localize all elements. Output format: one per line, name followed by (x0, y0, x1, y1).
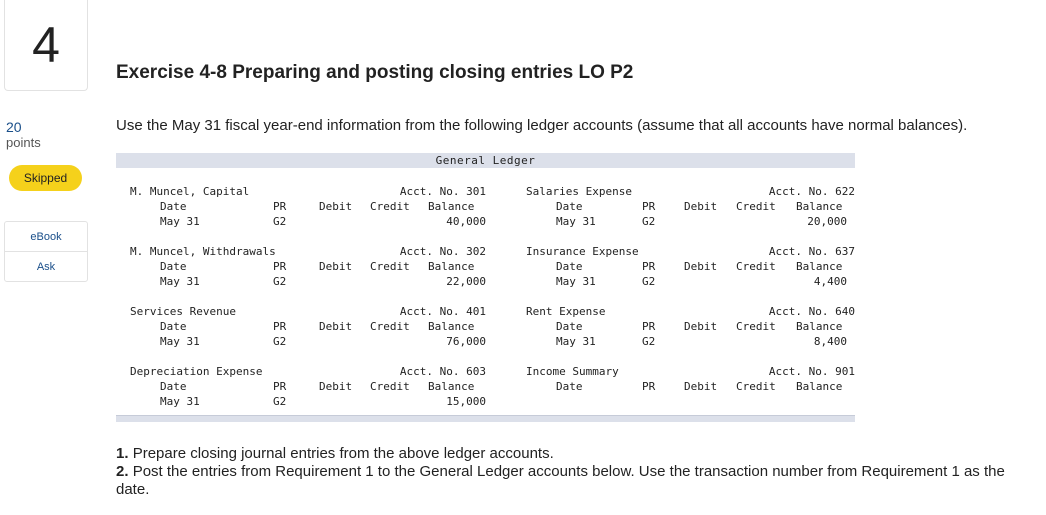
ledger-account (512, 304, 855, 360)
account-number: Acct. No. 901 (768, 365, 855, 378)
account-name: Income Summary (526, 365, 619, 378)
side-links-panel (4, 221, 88, 282)
entry-pr: G2 (273, 275, 287, 288)
col-credit: Credit (736, 380, 776, 393)
skipped-badge: Skipped (9, 165, 82, 191)
col-date: Date (160, 200, 187, 213)
col-pr: PR (273, 320, 287, 333)
account-name: M. Muncel, Capital (130, 185, 250, 198)
entry-date: May 31 (556, 215, 596, 228)
col-pr: PR (642, 260, 656, 273)
account-number: Acct. No. 622 (768, 185, 855, 198)
col-pr: PR (642, 320, 656, 333)
ledger-account (512, 184, 855, 240)
col-balance: Balance (428, 260, 475, 273)
col-date: Date (556, 260, 583, 273)
question-number: 4 (4, 0, 88, 91)
col-credit: Credit (370, 260, 410, 273)
col-pr: PR (273, 380, 287, 393)
ledger-bottom-bar (116, 415, 855, 422)
col-date: Date (556, 320, 583, 333)
ebook-link[interactable]: eBook (30, 230, 62, 243)
col-credit: Credit (370, 380, 410, 393)
col-credit: Credit (736, 200, 776, 213)
col-pr: PR (642, 200, 656, 213)
entry-balance: 40,000 (446, 215, 486, 228)
entry-date: May 31 (556, 335, 596, 348)
entry-pr: G2 (642, 275, 656, 288)
points-block (6, 119, 41, 151)
ask-link[interactable]: Ask (5, 251, 87, 281)
entry-balance: 8,400 (813, 335, 847, 348)
instruction-item (116, 445, 1042, 463)
account-number: Acct. No. 401 (399, 305, 486, 318)
entry-date: May 31 (160, 215, 200, 228)
entry-date: May 31 (160, 335, 200, 348)
entry-date: May 31 (160, 275, 200, 288)
account-name: Salaries Expense (526, 185, 632, 198)
col-credit: Credit (736, 320, 776, 333)
col-date: Date (160, 320, 187, 333)
col-pr: PR (273, 260, 287, 273)
col-debit: Debit (319, 200, 353, 213)
ledger-account (116, 364, 496, 420)
entry-pr: G2 (642, 335, 656, 348)
col-balance: Balance (428, 320, 475, 333)
entry-pr: G2 (642, 215, 656, 228)
ledger-account (512, 364, 855, 420)
col-balance: Balance (796, 380, 843, 393)
account-number: Acct. No. 603 (399, 365, 486, 378)
col-date: Date (556, 200, 583, 213)
col-balance: Balance (428, 200, 475, 213)
entry-balance: 76,000 (446, 335, 486, 348)
exercise-title: Exercise 4-8 Preparing and posting closing entries LO P2 (116, 62, 634, 83)
col-debit: Debit (684, 200, 718, 213)
col-balance: Balance (428, 380, 475, 393)
instruction-number: 2. (116, 463, 129, 480)
col-date: Date (160, 260, 187, 273)
general-ledger-heading: General Ledger (116, 153, 855, 168)
ledger-account (116, 304, 496, 360)
entry-pr: G2 (273, 335, 287, 348)
entry-date: May 31 (160, 395, 200, 408)
account-name: Rent Expense (526, 305, 606, 318)
entry-balance: 15,000 (446, 395, 486, 408)
entry-pr: G2 (273, 215, 287, 228)
col-date: Date (160, 380, 187, 393)
col-pr: PR (273, 200, 287, 213)
general-ledger (116, 153, 855, 421)
col-credit: Credit (370, 200, 410, 213)
entry-pr: G2 (273, 395, 287, 408)
col-balance: Balance (796, 320, 843, 333)
account-name: M. Muncel, Withdrawals (130, 245, 276, 258)
entry-balance: 22,000 (446, 275, 486, 288)
points-value: 20 (6, 119, 22, 135)
entry-balance: 4,400 (813, 275, 847, 288)
instruction-item (116, 463, 1042, 499)
col-debit: Debit (319, 380, 353, 393)
ledger-account (116, 244, 496, 300)
col-pr: PR (642, 380, 656, 393)
instruction-text: Prepare closing journal entries from the above ledger accounts. (132, 445, 554, 462)
entry-balance: 20,000 (807, 215, 847, 228)
intro-text: Use the May 31 fiscal year-end information from the following ledger accounts (assume that all accounts have normal balances). (116, 117, 968, 134)
account-name: Insurance Expense (526, 245, 639, 258)
ledger-account (512, 244, 855, 300)
col-date: Date (556, 380, 583, 393)
col-debit: Debit (684, 380, 718, 393)
col-debit: Debit (319, 320, 353, 333)
instruction-number: 1. (116, 445, 129, 462)
points-label: points (6, 135, 41, 150)
account-number: Acct. No. 637 (768, 245, 855, 258)
col-balance: Balance (796, 260, 843, 273)
account-name: Depreciation Expense (130, 365, 263, 378)
col-credit: Credit (370, 320, 410, 333)
col-credit: Credit (736, 260, 776, 273)
instruction-text: Post the entries from Requirement 1 to the General Ledger accounts below. Use the transaction number from Requirement 1 as the date. (116, 463, 1005, 498)
ledger-account (116, 184, 496, 240)
account-number: Acct. No. 301 (399, 185, 486, 198)
col-debit: Debit (684, 260, 718, 273)
account-number: Acct. No. 302 (399, 245, 486, 258)
account-number: Acct. No. 640 (768, 305, 855, 318)
col-debit: Debit (684, 320, 718, 333)
account-name: Services Revenue (130, 305, 236, 318)
entry-date: May 31 (556, 275, 596, 288)
col-balance: Balance (796, 200, 843, 213)
instructions (116, 445, 1042, 499)
col-debit: Debit (319, 260, 353, 273)
